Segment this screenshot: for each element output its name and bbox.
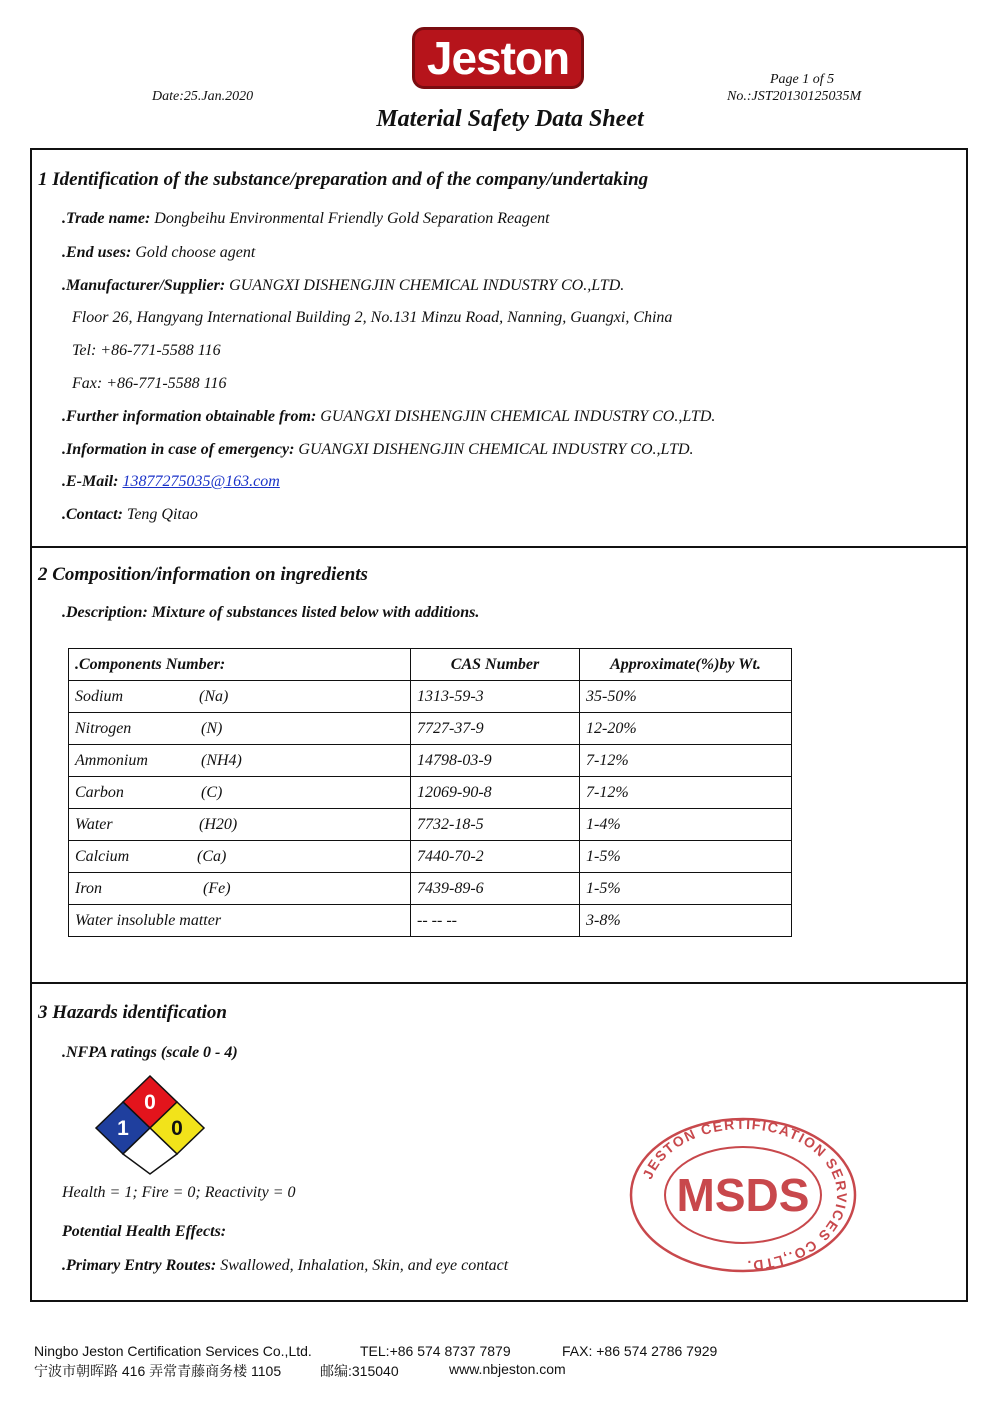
table-row: [69, 841, 792, 873]
document-date: Date:25.Jan.2020: [152, 89, 254, 104]
nfpa-fire-value: 0: [144, 1091, 156, 1114]
component-symbol: (C): [201, 783, 223, 801]
component-cell: [69, 873, 411, 905]
table-row: [69, 873, 792, 905]
cas-cell: 7727-37-9: [411, 713, 580, 745]
trade-name-line: [62, 210, 550, 228]
description-line: .Description: Mixture of substances listed below with additions.: [62, 604, 480, 621]
cas-cell: 7440-70-2: [411, 841, 580, 873]
table-row: [69, 905, 792, 937]
email-label: .E-Mail:: [62, 473, 119, 490]
footer-website[interactable]: www.nbjeston.com: [449, 1361, 566, 1377]
percent-cell: 1-4%: [580, 809, 792, 841]
percent-cell: 3-8%: [580, 905, 792, 937]
component-symbol: (H20): [199, 815, 238, 833]
footer-tel: TEL:+86 574 8737 7879: [360, 1343, 511, 1359]
component-symbol: (Na): [199, 687, 229, 705]
entry-routes-line: [62, 1257, 508, 1275]
table-row: [69, 777, 792, 809]
component-cell: [69, 681, 411, 713]
manufacturer-line: [62, 277, 624, 295]
footer-postcode: 邮编:315040: [320, 1363, 399, 1379]
document-number: No.:JST20130125035M: [727, 89, 862, 104]
component-cell: [69, 905, 411, 937]
further-info-value: GUANGXI DISHENGJIN CHEMICAL INDUSTRY CO.,LTD.: [316, 408, 716, 425]
nfpa-diamond-icon: [94, 1074, 206, 1176]
cas-cell: -- -- --: [411, 905, 580, 937]
column-header: CAS Number: [411, 649, 580, 681]
component-cell: [69, 745, 411, 777]
potential-health-heading: Potential Health Effects:: [62, 1223, 227, 1240]
table-row: [69, 713, 792, 745]
email-link[interactable]: 13877275035@163.com: [122, 473, 280, 490]
further-info-line: [62, 408, 715, 426]
end-uses-line: [62, 244, 255, 262]
component-cell: [69, 841, 411, 873]
section-divider: [30, 546, 968, 548]
section-divider: [30, 982, 968, 984]
components-table: [68, 648, 792, 937]
emergency-label: .Information in case of emergency:: [62, 441, 295, 458]
cas-cell: 12069-90-8: [411, 777, 580, 809]
component-name: Iron: [75, 879, 102, 897]
emergency-line: [62, 441, 694, 459]
nfpa-label: .NFPA ratings (scale 0 - 4): [62, 1044, 238, 1061]
end-uses-value: Gold choose agent: [131, 244, 256, 261]
component-symbol: (NH4): [201, 751, 242, 769]
component-name: Ammonium: [75, 751, 148, 769]
cas-cell: 1313-59-3: [411, 681, 580, 713]
jeston-logo: [412, 27, 584, 89]
component-cell: [69, 777, 411, 809]
table-row: [69, 681, 792, 713]
footer-fax: FAX: +86 574 2786 7929: [562, 1343, 718, 1359]
component-cell: [69, 809, 411, 841]
manufacturer-value: GUANGXI DISHENGJIN CHEMICAL INDUSTRY CO.,LTD.: [225, 277, 625, 294]
footer-address: 宁波市朝晖路 416 弄常青藤商务楼 1105: [34, 1363, 282, 1379]
email-line: [62, 473, 280, 491]
percent-cell: 35-50%: [580, 681, 792, 713]
column-header: Approximate(%)by Wt.: [580, 649, 792, 681]
table-header-row: [69, 649, 792, 681]
ratings-text: Health = 1; Fire = 0; Reactivity = 0: [62, 1184, 296, 1201]
contact-line: [62, 506, 198, 524]
percent-cell: 1-5%: [580, 873, 792, 905]
component-name: Sodium: [75, 687, 123, 705]
end-uses-label: .End uses:: [62, 244, 132, 261]
fax-line: Fax: +86-771-5588 116: [72, 375, 227, 392]
percent-cell: 12-20%: [580, 713, 792, 745]
component-name: Nitrogen: [75, 719, 132, 737]
component-name: Carbon: [75, 783, 124, 801]
nfpa-reactivity-value: 0: [171, 1117, 183, 1140]
footer-company: Ningbo Jeston Certification Services Co.,Ltd.: [34, 1343, 312, 1359]
contact-value: Teng Qitao: [122, 506, 198, 523]
stamp-center-text: MSDS: [676, 1169, 810, 1221]
component-name: Water insoluble matter: [75, 911, 222, 929]
percent-cell: 7-12%: [580, 745, 792, 777]
entry-routes-label: .Primary Entry Routes:: [62, 1257, 217, 1274]
table-row: [69, 809, 792, 841]
component-symbol: (N): [201, 719, 223, 737]
address-line: Floor 26, Hangyang International Building 2, No.131 Minzu Road, Nanning, Guangxi, China: [72, 309, 673, 326]
section1-heading: 1 Identification of the substance/preparation and of the company/undertaking: [38, 169, 649, 190]
contact-label: .Contact:: [62, 506, 123, 523]
further-info-label: .Further information obtainable from:: [62, 408, 317, 425]
stamp-ring-text: JESTON CERTIFICATION SERVICES CO.,LTD.: [639, 1115, 851, 1275]
column-header: .Components Number:: [69, 649, 411, 681]
msds-stamp-icon: [627, 1115, 859, 1275]
tel-line: Tel: +86-771-5588 116: [72, 342, 221, 359]
emergency-value: GUANGXI DISHENGJIN CHEMICAL INDUSTRY CO.,LTD.: [294, 441, 694, 458]
trade-name-label: .Trade name:: [62, 210, 151, 227]
logo-text: Jeston: [426, 32, 570, 84]
section2-heading: 2 Composition/information on ingredients: [38, 564, 368, 585]
nfpa-health-value: 1: [117, 1117, 129, 1140]
section3-heading: 3 Hazards identification: [38, 1002, 227, 1023]
component-cell: [69, 713, 411, 745]
percent-cell: 7-12%: [580, 777, 792, 809]
cas-cell: 7732-18-5: [411, 809, 580, 841]
percent-cell: 1-5%: [580, 841, 792, 873]
component-name: Calcium: [75, 847, 130, 865]
table-row: [69, 745, 792, 777]
page-title: Material Safety Data Sheet: [376, 106, 644, 132]
page-number: Page 1 of 5: [770, 72, 835, 87]
cas-cell: 7439-89-6: [411, 873, 580, 905]
component-symbol: (Fe): [203, 879, 231, 897]
component-symbol: (Ca): [197, 847, 227, 865]
component-name: Water: [75, 815, 113, 833]
entry-routes-value: Swallowed, Inhalation, Skin, and eye contact: [216, 1257, 509, 1274]
manufacturer-label: .Manufacturer/Supplier:: [62, 277, 226, 294]
cas-cell: 14798-03-9: [411, 745, 580, 777]
trade-name-value: Dongbeihu Environmental Friendly Gold Separation Reagent: [150, 210, 550, 227]
